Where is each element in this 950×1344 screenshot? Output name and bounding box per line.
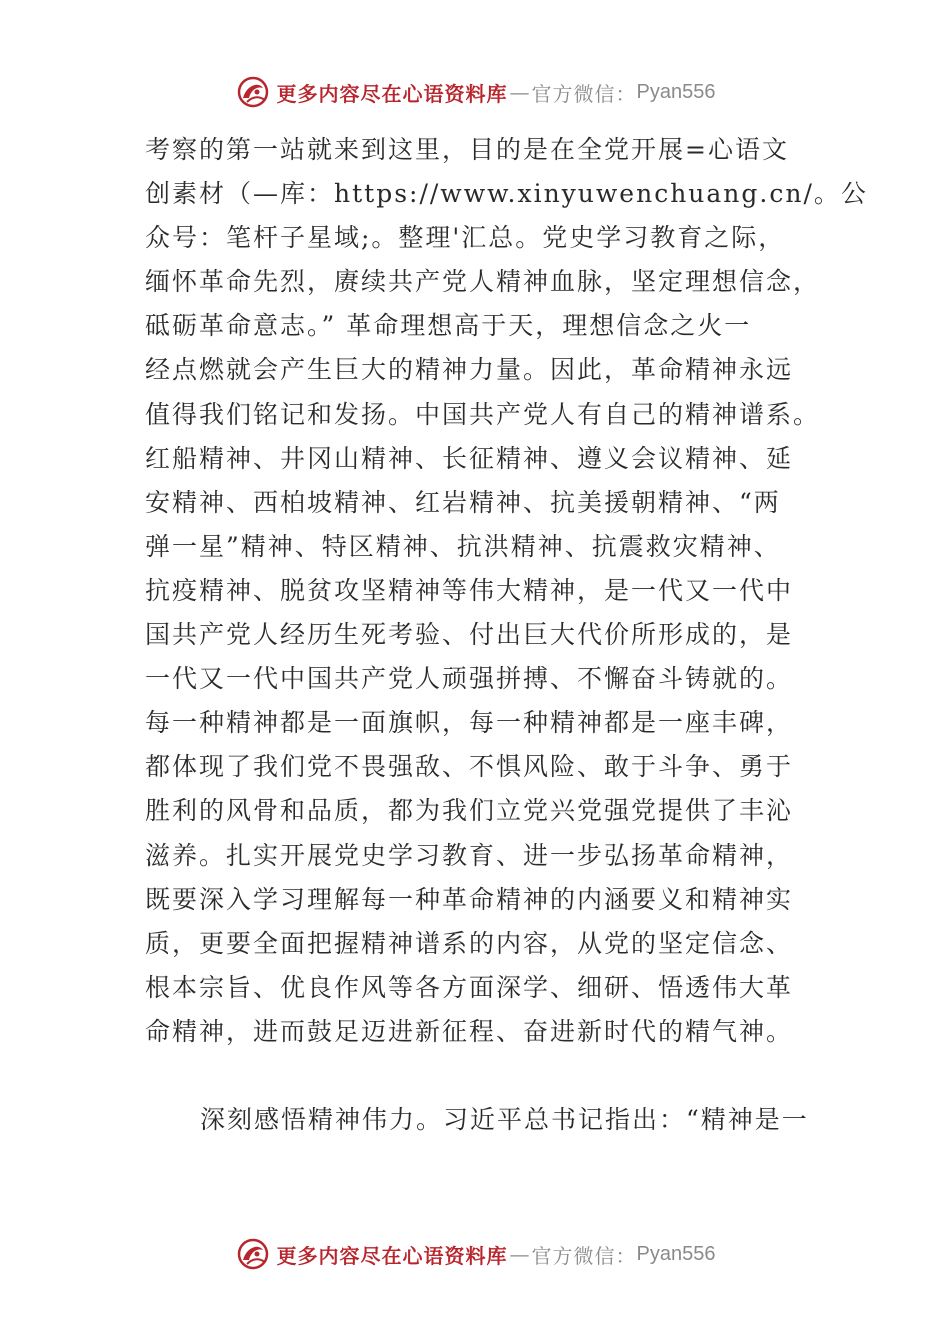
body-line: 滋养。扎实开展党史学习教育、进一步弘扬革命精神， [145,840,794,870]
paragraph-2-first-line: 深刻感悟精神伟力。习近平总书记指出：“精神是一 [200,1105,809,1135]
body-line: 每一种精神都是一面旗帜，每一种精神都是一座丰碑， [145,708,794,738]
body-line: 胜利的风骨和品质，都为我们立党兴党强党提供了丰沁 [145,796,794,826]
body-line: 命精神，进而鼓足迈进新征程、奋进新时代的精气神。 [145,1016,794,1046]
body-line: 一代又一代中国共产党人顽强拼搏、不懈奋斗铸就的。 [145,664,794,694]
footer-banner [0,1232,950,1276]
paragraph-gap [145,1054,815,1098]
body-line: 考察的第一站就来到这里，目的是在全党开展=心语文 [145,135,789,164]
body-line: 弹一星”精神、特区精神、抗洪精神、抗震救灾精神、 [145,531,781,561]
red-swirl-logo-icon [235,1236,271,1272]
body-line: 质，更要全面把握精神谱系的内容，从党的坚定信念、 [145,928,794,958]
footer-contact-label: 官方微信： [531,1243,637,1268]
body-line: 都体现了我们党不畏强敌、不惧风险、敢于斗争、勇于 [145,752,794,782]
body-line: 经点燃就会产生巨大的精神力量。因此，革命精神永远 [145,355,794,385]
body-line: 抗疫精神、脱贫攻坚精神等伟大精神，是一代又一代中 [145,575,794,605]
header-banner [0,70,950,114]
header-contact-label: 官方微信： [531,81,637,106]
red-swirl-logo-icon [235,74,271,110]
body-line: 既要深入学习理解每一种革命精神的内涵要义和精神实 [145,884,794,914]
body-line: 创素材（—库：https://www.xinyuwenchuang.cn/。公 [145,179,868,209]
body-line: 国共产党人经历生死考验、付出巨大代价所形成的，是 [145,620,794,650]
footer-brand-text: 更多内容尽在心语资料库 [276,1243,508,1268]
footer-separator: — [509,1242,530,1266]
footer-contact-id: Pyan556 [636,1242,716,1265]
body-line: 安精神、西柏坡精神、红岩精神、抗美援朝精神、“两 [145,487,781,517]
header-brand-text: 更多内容尽在心语资料库 [276,81,508,106]
body-line: 红船精神、井冈山精神、长征精神、遵义会议精神、延 [145,443,794,473]
body-line: 众号：笔杆子星域;。整理'汇总。党史学习教育之际， [145,223,786,253]
document-body [145,128,868,1142]
body-line: 缅怀革命先烈，赓续共产党人精神血脉，坚定理想信念， [145,267,821,297]
body-line: 根本宗旨、优良作风等各方面深学、细研、悟透伟大革 [145,972,794,1002]
body-line: 砥砺革命意志。” 革命理想高于天，理想信念之火一 [145,311,752,341]
header-separator: — [509,80,530,104]
body-line: 值得我们铭记和发扬。中国共产党人有自己的精神谱系。 [145,399,821,429]
header-contact-id: Pyan556 [636,80,716,103]
